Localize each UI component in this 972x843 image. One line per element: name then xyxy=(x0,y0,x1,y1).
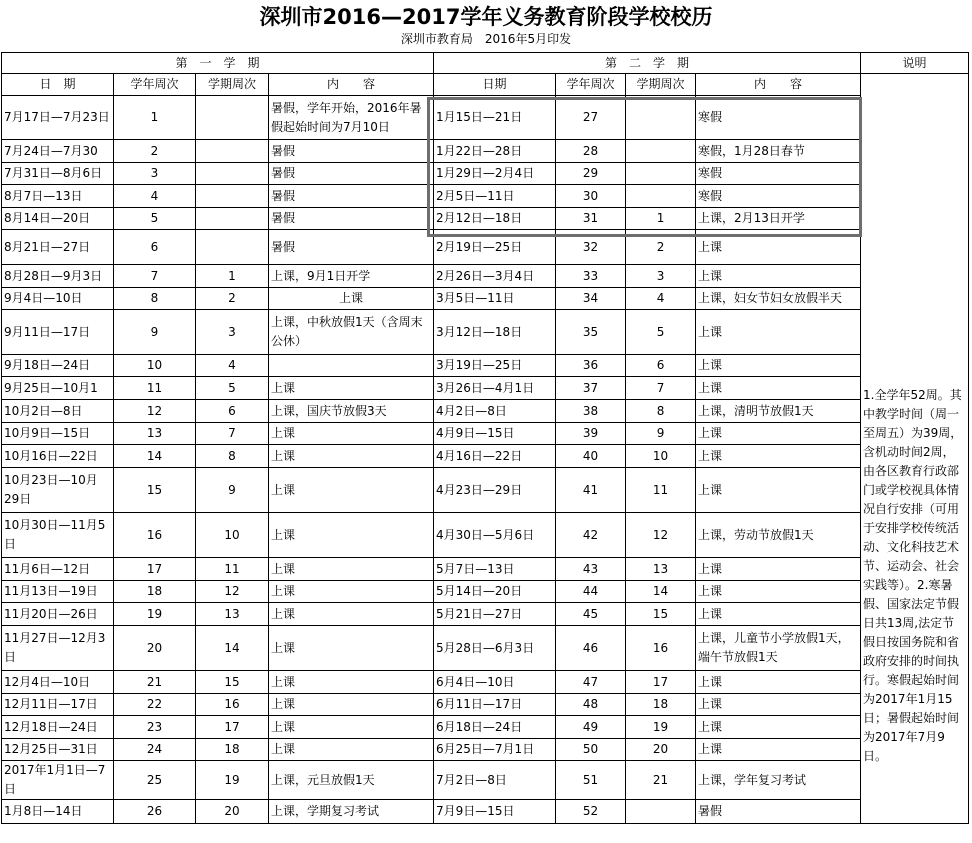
s1-year-week-cell: 25 xyxy=(114,761,196,800)
s1-content-cell: 暑假 xyxy=(269,185,434,208)
s2-term-week-cell: 21 xyxy=(626,761,696,800)
s1-date-cell: 8月21日—27日 xyxy=(2,230,114,265)
s1-date-cell: 10月2日—8日 xyxy=(2,400,114,423)
s1-year-week-cell: 6 xyxy=(114,230,196,265)
s1-date-cell: 9月4日—10日 xyxy=(2,288,114,310)
s2-date-cell: 5月7日—13日 xyxy=(434,558,556,581)
s2-content-header: 内 容 xyxy=(696,74,861,96)
s1-date-cell: 2017年1月1日—7日 xyxy=(2,761,114,800)
s2-date-cell: 4月2日—8日 xyxy=(434,400,556,423)
s2-year-week-cell: 41 xyxy=(556,468,626,513)
s1-year-week-cell: 5 xyxy=(114,208,196,230)
column-header-row xyxy=(2,74,969,96)
note-text: 1.全学年52周。其中教学时间（周一至周五）为39周，含机动时间2周，由各区教育行政部门或学校视具体情况自行安排（可用于安排学校传统活动、文化科技艺术节、运动会、社会实践等）。2.寒暑假、国家法定节假日共13周,法定节假日按国务院和省政府安排的时间执行。寒假起始时间为2017年1月15日；暑假起始时间为2017年7月9日。 xyxy=(863,387,963,763)
s2-date-cell: 6月11日—17日 xyxy=(434,694,556,716)
s2-year-week-cell: 34 xyxy=(556,288,626,310)
s1-content-cell: 上课，学期复习考试 xyxy=(269,800,434,824)
s2-content-cell: 上课 xyxy=(696,265,861,288)
table-row xyxy=(2,140,969,163)
s2-year-week-cell: 37 xyxy=(556,377,626,400)
s1-year-week-cell: 23 xyxy=(114,716,196,739)
table-row xyxy=(2,288,969,310)
semester2-header: 第 二 学 期 xyxy=(434,53,861,74)
s1-term-week-cell: 12 xyxy=(196,581,269,603)
table-row xyxy=(2,739,969,761)
s1-term-week-cell xyxy=(196,163,269,185)
s1-year-week-cell: 2 xyxy=(114,140,196,163)
s2-content-cell: 上课 xyxy=(696,230,861,265)
table-row xyxy=(2,423,969,445)
s2-year-week-cell: 36 xyxy=(556,355,626,377)
s2-term-week-cell: 17 xyxy=(626,671,696,694)
s1-term-week-cell: 10 xyxy=(196,513,269,558)
s1-date-cell: 7月31日—8月6日 xyxy=(2,163,114,185)
s1-date-cell: 9月25日—10月1 xyxy=(2,377,114,400)
s1-content-cell: 上课 xyxy=(269,558,434,581)
note-header: 说明 xyxy=(861,53,969,74)
s2-term-week-cell: 18 xyxy=(626,694,696,716)
s1-date-cell: 8月7日—13日 xyxy=(2,185,114,208)
table-row xyxy=(2,581,969,603)
s2-term-week-header: 学期周次 xyxy=(626,74,696,96)
table-row xyxy=(2,716,969,739)
s2-year-week-cell: 43 xyxy=(556,558,626,581)
table-row xyxy=(2,800,969,824)
s1-date-cell: 1月8日—14日 xyxy=(2,800,114,824)
s2-year-week-cell: 45 xyxy=(556,603,626,626)
semester1-header: 第 一 学 期 xyxy=(2,53,434,74)
s1-term-week-cell: 18 xyxy=(196,739,269,761)
s1-term-week-cell: 8 xyxy=(196,445,269,468)
s1-content-cell: 上课 xyxy=(269,626,434,671)
s2-term-week-cell xyxy=(626,163,696,185)
s1-term-week-cell: 3 xyxy=(196,310,269,355)
s2-date-cell: 4月16日—22日 xyxy=(434,445,556,468)
s2-term-week-cell: 10 xyxy=(626,445,696,468)
table-row xyxy=(2,558,969,581)
s1-content-cell: 上课，元旦放假1天 xyxy=(269,761,434,800)
s1-year-week-cell: 16 xyxy=(114,513,196,558)
table-row xyxy=(2,761,969,800)
page-subtitle: 深圳市教育局 2016年5月印发 xyxy=(400,32,572,46)
table-row xyxy=(2,603,969,626)
s2-term-week-cell xyxy=(626,800,696,824)
s2-term-week-cell: 16 xyxy=(626,626,696,671)
s1-content-cell: 上课 xyxy=(269,377,434,400)
s2-date-cell: 7月9日—15日 xyxy=(434,800,556,824)
s1-content-cell: 暑假 xyxy=(269,230,434,265)
s1-year-week-cell: 11 xyxy=(114,377,196,400)
s1-year-week-cell: 3 xyxy=(114,163,196,185)
s2-content-cell: 上课 xyxy=(696,694,861,716)
s2-year-week-cell: 30 xyxy=(556,185,626,208)
s1-term-week-cell: 15 xyxy=(196,671,269,694)
s1-content-cell: 上课 xyxy=(269,671,434,694)
s1-year-week-cell: 4 xyxy=(114,185,196,208)
table-row xyxy=(2,377,969,400)
s1-year-week-cell: 10 xyxy=(114,355,196,377)
s1-content-cell: 上课 xyxy=(269,513,434,558)
s2-date-cell: 3月26日—4月1日 xyxy=(434,377,556,400)
s2-date-cell: 3月19日—25日 xyxy=(434,355,556,377)
s2-date-cell: 2月12日—18日 xyxy=(434,208,556,230)
s1-year-week-cell: 17 xyxy=(114,558,196,581)
s1-term-week-header: 学期周次 xyxy=(196,74,269,96)
s2-date-cell: 3月12日—18日 xyxy=(434,310,556,355)
s2-date-cell: 2月5日—11日 xyxy=(434,185,556,208)
s2-date-cell: 4月9日—15日 xyxy=(434,423,556,445)
table-row xyxy=(2,513,969,558)
s2-date-cell: 5月21日—27日 xyxy=(434,603,556,626)
s1-year-week-cell: 9 xyxy=(114,310,196,355)
s2-term-week-cell xyxy=(626,185,696,208)
s1-term-week-cell: 6 xyxy=(196,400,269,423)
s1-term-week-cell: 5 xyxy=(196,377,269,400)
s1-term-week-cell xyxy=(196,185,269,208)
s2-content-cell: 上课，2月13日开学 xyxy=(696,208,861,230)
s1-term-week-cell: 13 xyxy=(196,603,269,626)
s1-term-week-cell: 9 xyxy=(196,468,269,513)
s1-term-week-cell xyxy=(196,208,269,230)
s2-term-week-cell: 20 xyxy=(626,739,696,761)
s2-term-week-cell: 12 xyxy=(626,513,696,558)
s1-date-cell: 10月9日—15日 xyxy=(2,423,114,445)
s1-content-cell: 暑假 xyxy=(269,140,434,163)
s2-date-cell: 5月14日—20日 xyxy=(434,581,556,603)
s2-term-week-cell: 5 xyxy=(626,310,696,355)
s1-date-cell: 11月6日—12日 xyxy=(2,558,114,581)
s2-content-cell: 上课 xyxy=(696,423,861,445)
s2-content-cell: 上课，劳动节放假1天 xyxy=(696,513,861,558)
table-row xyxy=(2,400,969,423)
note-cell xyxy=(861,74,969,824)
s1-date-cell: 7月24日—7月30 xyxy=(2,140,114,163)
s2-year-week-cell: 32 xyxy=(556,230,626,265)
s1-content-cell: 上课 xyxy=(269,468,434,513)
s2-term-week-cell xyxy=(626,96,696,140)
s2-year-week-cell: 38 xyxy=(556,400,626,423)
s1-content-header: 内 容 xyxy=(269,74,434,96)
s1-year-week-header: 学年周次 xyxy=(114,74,196,96)
s1-date-cell: 8月28日—9月3日 xyxy=(2,265,114,288)
s1-term-week-cell xyxy=(196,230,269,265)
s2-year-week-cell: 29 xyxy=(556,163,626,185)
s1-date-cell: 10月30日—11月5日 xyxy=(2,513,114,558)
s2-term-week-cell: 7 xyxy=(626,377,696,400)
s2-year-week-cell: 27 xyxy=(556,96,626,140)
s2-date-cell: 1月22日—28日 xyxy=(434,140,556,163)
s1-term-week-cell: 4 xyxy=(196,355,269,377)
table-row xyxy=(2,185,969,208)
s2-date-cell: 1月29日—2月4日 xyxy=(434,163,556,185)
s2-year-week-cell: 40 xyxy=(556,445,626,468)
s2-content-cell: 上课 xyxy=(696,558,861,581)
s2-date-cell: 6月4日—10日 xyxy=(434,671,556,694)
table-row xyxy=(2,96,969,140)
s1-year-week-cell: 13 xyxy=(114,423,196,445)
s2-content-cell: 寒假 xyxy=(696,163,861,185)
s1-content-cell: 暑假 xyxy=(269,208,434,230)
s1-content-cell: 上课，中秋放假1天（含周末公休） xyxy=(269,310,434,355)
s2-year-week-header: 学年周次 xyxy=(556,74,626,96)
s2-content-cell: 上课 xyxy=(696,355,861,377)
s1-content-cell: 上课，国庆节放假3天 xyxy=(269,400,434,423)
s2-content-cell: 上课 xyxy=(696,671,861,694)
s1-date-cell: 12月11日—17日 xyxy=(2,694,114,716)
s1-content-cell: 上课 xyxy=(269,581,434,603)
s1-date-cell: 8月14日—20日 xyxy=(2,208,114,230)
table-row xyxy=(2,355,969,377)
table-row xyxy=(2,230,969,265)
s2-year-week-cell: 47 xyxy=(556,671,626,694)
s2-date-cell: 6月18日—24日 xyxy=(434,716,556,739)
s1-date-cell: 11月20日—26日 xyxy=(2,603,114,626)
s1-content-cell: 暑假 xyxy=(269,163,434,185)
s2-term-week-cell: 15 xyxy=(626,603,696,626)
s2-term-week-cell: 2 xyxy=(626,230,696,265)
s2-date-cell: 2月26日—3月4日 xyxy=(434,265,556,288)
s1-date-cell: 11月27日—12月3日 xyxy=(2,626,114,671)
s2-date-header: 日期 xyxy=(434,74,556,96)
s2-year-week-cell: 31 xyxy=(556,208,626,230)
s2-term-week-cell: 13 xyxy=(626,558,696,581)
s1-year-week-cell: 7 xyxy=(114,265,196,288)
s2-term-week-cell: 1 xyxy=(626,208,696,230)
s2-content-cell: 上课 xyxy=(696,603,861,626)
s2-content-cell: 寒假 xyxy=(696,96,861,140)
semester-header-row xyxy=(2,53,969,74)
s1-term-week-cell: 2 xyxy=(196,288,269,310)
s2-year-week-cell: 52 xyxy=(556,800,626,824)
s1-term-week-cell: 1 xyxy=(196,265,269,288)
table-row xyxy=(2,310,969,355)
s2-term-week-cell: 8 xyxy=(626,400,696,423)
s1-content-cell: 上课 xyxy=(269,423,434,445)
s2-term-week-cell: 4 xyxy=(626,288,696,310)
s2-year-week-cell: 28 xyxy=(556,140,626,163)
s2-year-week-cell: 46 xyxy=(556,626,626,671)
s1-date-cell: 12月4日—10日 xyxy=(2,671,114,694)
s2-content-cell: 寒假，1月28日春节 xyxy=(696,140,861,163)
page-title: 深圳市2016—2017学年义务教育阶段学校校历 xyxy=(259,5,713,29)
s2-term-week-cell xyxy=(626,140,696,163)
s1-date-cell: 11月13日—19日 xyxy=(2,581,114,603)
s2-content-cell: 暑假 xyxy=(696,800,861,824)
s2-content-cell: 上课，儿童节小学放假1天，端午节放假1天 xyxy=(696,626,861,671)
s1-year-week-cell: 24 xyxy=(114,739,196,761)
table-row xyxy=(2,626,969,671)
s2-year-week-cell: 44 xyxy=(556,581,626,603)
s1-year-week-cell: 1 xyxy=(114,96,196,140)
s2-year-week-cell: 35 xyxy=(556,310,626,355)
s1-date-cell: 10月16日—22日 xyxy=(2,445,114,468)
s1-term-week-cell: 17 xyxy=(196,716,269,739)
s2-date-cell: 3月5日—11日 xyxy=(434,288,556,310)
s1-term-week-cell: 11 xyxy=(196,558,269,581)
s1-content-cell xyxy=(269,355,434,377)
s1-term-week-cell: 19 xyxy=(196,761,269,800)
s2-year-week-cell: 48 xyxy=(556,694,626,716)
s1-year-week-cell: 14 xyxy=(114,445,196,468)
s1-content-cell: 上课 xyxy=(269,603,434,626)
s1-content-cell: 上课 xyxy=(269,739,434,761)
s1-term-week-cell: 7 xyxy=(196,423,269,445)
s1-date-cell: 12月25日—31日 xyxy=(2,739,114,761)
s2-content-cell: 上课 xyxy=(696,445,861,468)
s2-term-week-cell: 11 xyxy=(626,468,696,513)
s1-date-header: 日 期 xyxy=(2,74,114,96)
s1-term-week-cell xyxy=(196,96,269,140)
s2-year-week-cell: 50 xyxy=(556,739,626,761)
table-row xyxy=(2,468,969,513)
table-row xyxy=(2,694,969,716)
s1-year-week-cell: 22 xyxy=(114,694,196,716)
s1-term-week-cell: 16 xyxy=(196,694,269,716)
s1-content-cell: 上课 xyxy=(269,694,434,716)
s1-content-cell: 上课 xyxy=(269,445,434,468)
s2-term-week-cell: 9 xyxy=(626,423,696,445)
s1-term-week-cell: 14 xyxy=(196,626,269,671)
s2-term-week-cell: 19 xyxy=(626,716,696,739)
s1-date-cell: 9月18日—24日 xyxy=(2,355,114,377)
s1-date-cell: 7月17日—7月23日 xyxy=(2,96,114,140)
s2-date-cell: 2月19日—25日 xyxy=(434,230,556,265)
s1-term-week-cell xyxy=(196,140,269,163)
s2-date-cell: 5月28日—6月3日 xyxy=(434,626,556,671)
s2-year-week-cell: 49 xyxy=(556,716,626,739)
s1-content-cell: 上课 xyxy=(269,288,434,310)
s1-content-cell: 上课，9月1日开学 xyxy=(269,265,434,288)
s1-year-week-cell: 21 xyxy=(114,671,196,694)
s2-content-cell: 上课，清明节放假1天 xyxy=(696,400,861,423)
s2-term-week-cell: 3 xyxy=(626,265,696,288)
s2-content-cell: 上课 xyxy=(696,377,861,400)
table-row xyxy=(2,208,969,230)
s2-date-cell: 4月23日—29日 xyxy=(434,468,556,513)
s1-year-week-cell: 8 xyxy=(114,288,196,310)
s1-term-week-cell: 20 xyxy=(196,800,269,824)
s2-year-week-cell: 42 xyxy=(556,513,626,558)
s2-term-week-cell: 6 xyxy=(626,355,696,377)
school-calendar-table xyxy=(1,52,969,824)
s1-date-cell: 12月18日—24日 xyxy=(2,716,114,739)
s2-year-week-cell: 33 xyxy=(556,265,626,288)
table-row xyxy=(2,445,969,468)
s2-year-week-cell: 39 xyxy=(556,423,626,445)
table-row xyxy=(2,163,969,185)
s2-content-cell: 上课 xyxy=(696,581,861,603)
s1-year-week-cell: 12 xyxy=(114,400,196,423)
s2-date-cell: 7月2日—8日 xyxy=(434,761,556,800)
s1-year-week-cell: 18 xyxy=(114,581,196,603)
s2-content-cell: 上课 xyxy=(696,468,861,513)
s1-year-week-cell: 26 xyxy=(114,800,196,824)
s1-year-week-cell: 19 xyxy=(114,603,196,626)
s2-content-cell: 上课，妇女节妇女放假半天 xyxy=(696,288,861,310)
s2-content-cell: 上课 xyxy=(696,716,861,739)
s1-content-cell: 暑假，学年开始，2016年暑假起始时间为7月10日 xyxy=(269,96,434,140)
s2-date-cell: 4月30日—5月6日 xyxy=(434,513,556,558)
s2-content-cell: 上课 xyxy=(696,310,861,355)
s2-date-cell: 1月15日—21日 xyxy=(434,96,556,140)
s2-date-cell: 6月25日—7月1日 xyxy=(434,739,556,761)
s2-content-cell: 上课 xyxy=(696,739,861,761)
s2-year-week-cell: 51 xyxy=(556,761,626,800)
s1-year-week-cell: 15 xyxy=(114,468,196,513)
s1-date-cell: 10月23日—10月29日 xyxy=(2,468,114,513)
table-row xyxy=(2,671,969,694)
s1-date-cell: 9月11日—17日 xyxy=(2,310,114,355)
s1-year-week-cell: 20 xyxy=(114,626,196,671)
s2-term-week-cell: 14 xyxy=(626,581,696,603)
table-row xyxy=(2,265,969,288)
s2-content-cell: 寒假 xyxy=(696,185,861,208)
s2-content-cell: 上课，学年复习考试 xyxy=(696,761,861,800)
s1-content-cell: 上课 xyxy=(269,716,434,739)
